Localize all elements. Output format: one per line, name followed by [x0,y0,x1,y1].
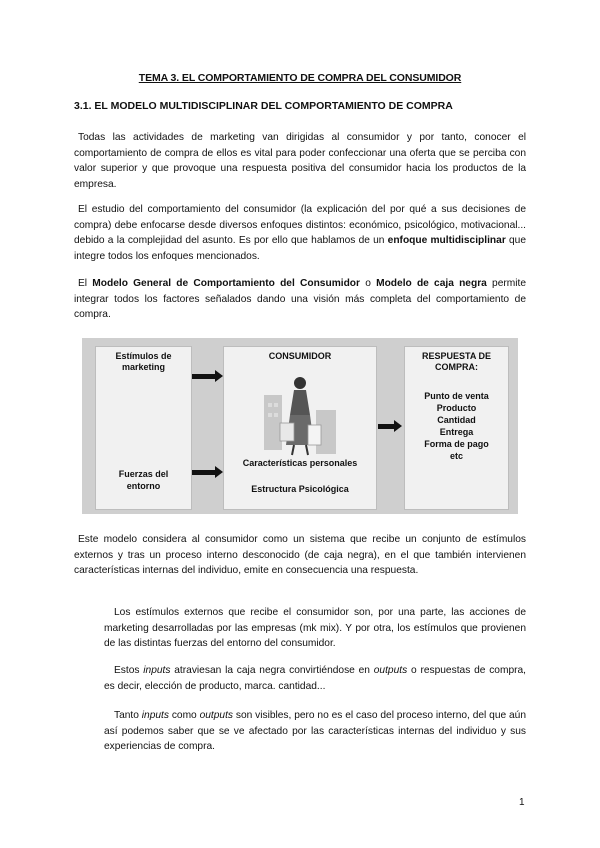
italic-term: outputs [199,710,233,721]
italic-term: inputs [141,710,169,721]
paragraph-text: que integre todos los enfoques mencionados. [74,235,527,262]
paragraph-text: atraviesan la caja negra convirtiéndose en [170,665,374,676]
paragraph-text: o respuestas de compra, es decir, elección de producto, marca. cantidad... [104,665,527,692]
paragraph-stimuli: Los estímulos externos que recibe el consumidor son, por una parte, las acciones de marketing desarrolladas por las empresas (mk mix). Y por otra, los estímulos que provienen de las distintas fuerzas del entorno del consumidor. [104,607,526,649]
paragraph-model [74,276,526,323]
response-item: Forma de pago [424,439,489,449]
response-item: Punto de venta [424,391,489,401]
consumer-box [223,346,377,510]
document-title: TEMA 3. EL COMPORTAMIENTO DE COMPRA DEL CONSUMIDOR [138,72,462,84]
page-number: 1 [519,797,525,808]
paragraph-text: El [78,278,93,289]
bold-term: Modelo de caja negra [376,278,487,289]
paragraph-text: Estos [114,665,144,676]
italic-term: outputs [373,665,408,676]
environment-forces-label: Fuerzas del [118,469,169,479]
paragraph-text: El estudio del comportamiento del consumidor (la explicación del por qué a sus decisiones de compra) debe enfocarse desde diversos enfoques distintos: económico, psicológico, motivacional... debido a la complejidad del asunto. Es por ello que hablamos de un [74,204,526,246]
response-box [404,346,509,510]
response-title: COMPRA: [435,362,478,372]
environment-forces-label: entorno [126,481,161,491]
paragraph-intro: Todas las actividades de marketing van dirigidas al consumidor y por tanto, conocer el comportamiento de compra de ellos es vital para poder confeccionar una oferta que se perciba con valor superior y que provoque una respuesta positiva del consumidor hacia los productos de la empresa. [74,132,526,190]
paragraph-system: Este modelo considera al consumidor como un sistema que recibe un conjunto de estímulos externos y tras un proceso interno desconocido (de caja negra), en el que también intervienen características internas del individuo, emite en consecuencia una respuesta. [74,534,526,576]
consumer-traits-label: Características personales [242,458,358,468]
stimuli-marketing-label: marketing [121,362,165,372]
paragraph-multidisciplinary [74,202,526,264]
bold-term: enfoque multidisciplinar [387,235,506,246]
italic-term: inputs [143,665,171,676]
bold-term: Modelo General de Comportamiento del Consumidor [92,278,360,289]
paragraph-visibility [104,708,526,755]
paragraph-text: o [360,278,377,289]
response-item: Cantidad [437,415,476,425]
response-title: RESPUESTA DE [421,351,491,361]
stimuli-box [95,346,192,510]
response-item: Producto [436,403,477,413]
paragraph-text: permite integrar todos los factores señalados dando una visión más completa del comportamiento de compra. [74,278,527,320]
paragraph-text: como [168,710,200,721]
consumer-title: CONSUMIDOR [268,351,332,361]
section-heading: 3.1. EL MODELO MULTIDISCIPLINAR DEL COMPORTAMIENTO DE COMPRA [74,100,453,112]
consumer-structure-label: Estructura Psicológica [251,484,349,494]
stimuli-marketing-label: Estímulos de [115,351,172,361]
response-item: etc [449,451,463,461]
shopper-illustration-icon [264,375,339,457]
paragraph-text: Tanto [114,710,142,721]
paragraph-inputs-outputs [104,663,526,694]
black-box-diagram [82,338,518,514]
response-item: Entrega [439,427,474,437]
paragraph-text: son visibles, pero no es el caso del proceso interno, del que aún así podemos saber que se ve afectado por las características internas del individuo y sus experiencias de compra. [104,710,526,752]
